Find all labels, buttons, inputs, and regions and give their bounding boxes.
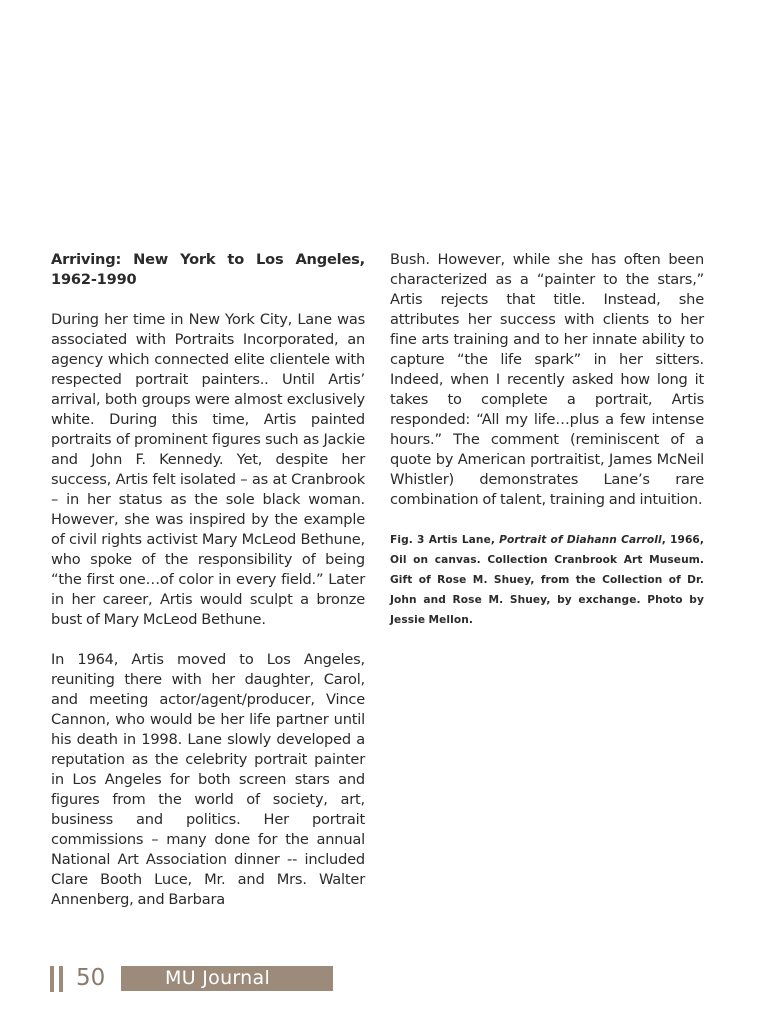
caption-artwork-title: Portrait of Diahann Carroll — [499, 534, 662, 546]
footer-bar — [59, 966, 63, 992]
body-paragraph-1: During her time in New York City, Lane was associated with Portraits Incorporated, an agency which connected elite clientele with respected portrait painters.. Until Artis’ arrival, both groups were almost exclusively white. During this time, Artis painted portraits of prominent figures such as Jackie and John F. Kennedy. Yet, despite her success, Artis felt isolated – as at Cranbrook – in her status as the sole black woman. However, she was inspired by the example of civil rights activist Mary McLeod Bethune, who spoke of the responsibility of being “the first one…of color in every field.” Later in her career, Artis would sculpt a bronze bust of Mary McLeod Bethune. — [51, 311, 365, 628]
figure-caption — [390, 530, 704, 630]
caption-details: , 1966, Oil on canvas. Collection Cranbrook Art Museum. Gift of Rose M. Shuey, from the Collection of Dr. John and Rose M. Shuey, by exchange. Photo by Jessie Mellon. — [390, 534, 705, 626]
body-paragraph-2: In 1964, Artis moved to Los Angeles, reuniting there with her daughter, Carol, and meeting actor/agent/producer, Vince Cannon, who would be her life partner until his death in 1998. Lane slowly developed a reputation as the celebrity portrait painter in Los Angeles for both screen stars and figures from the world of society, art, business and politics. Her portrait commissions – many done for the annual National Art Association dinner -- included Clare Booth Luce, Mr. and Mrs. Walter Annenberg, and Barbara — [51, 651, 365, 908]
page-number: 50 — [76, 965, 106, 991]
left-column — [51, 250, 365, 930]
footer-bars-decoration — [50, 966, 66, 992]
journal-name: MU Journal — [165, 967, 271, 989]
journal-name-band — [121, 966, 333, 991]
body-paragraph-3: Bush. However, while she has often been characterized as a “painter to the stars,” Artis rejects that title. Instead, she attributes her success with clients to her fine arts training and to her innate ability to capture “the life spark” in her sitters. Indeed, when I recently asked how long it takes to complete a portrait, Artis responded: “All my life…plus a few intense hours.” The comment (reminiscent of a quote by American portraitist, James McNeil Whistler) demonstrates Lane’s rare combination of talent, training and intuition. — [390, 251, 704, 508]
right-column — [390, 250, 704, 630]
caption-prefix: Fig. 3 Artis Lane, — [390, 534, 500, 546]
section-heading: Arriving: New York to Los Angeles, 1962-1990 — [51, 251, 365, 288]
footer-bar — [50, 966, 54, 992]
page-footer — [0, 962, 768, 996]
